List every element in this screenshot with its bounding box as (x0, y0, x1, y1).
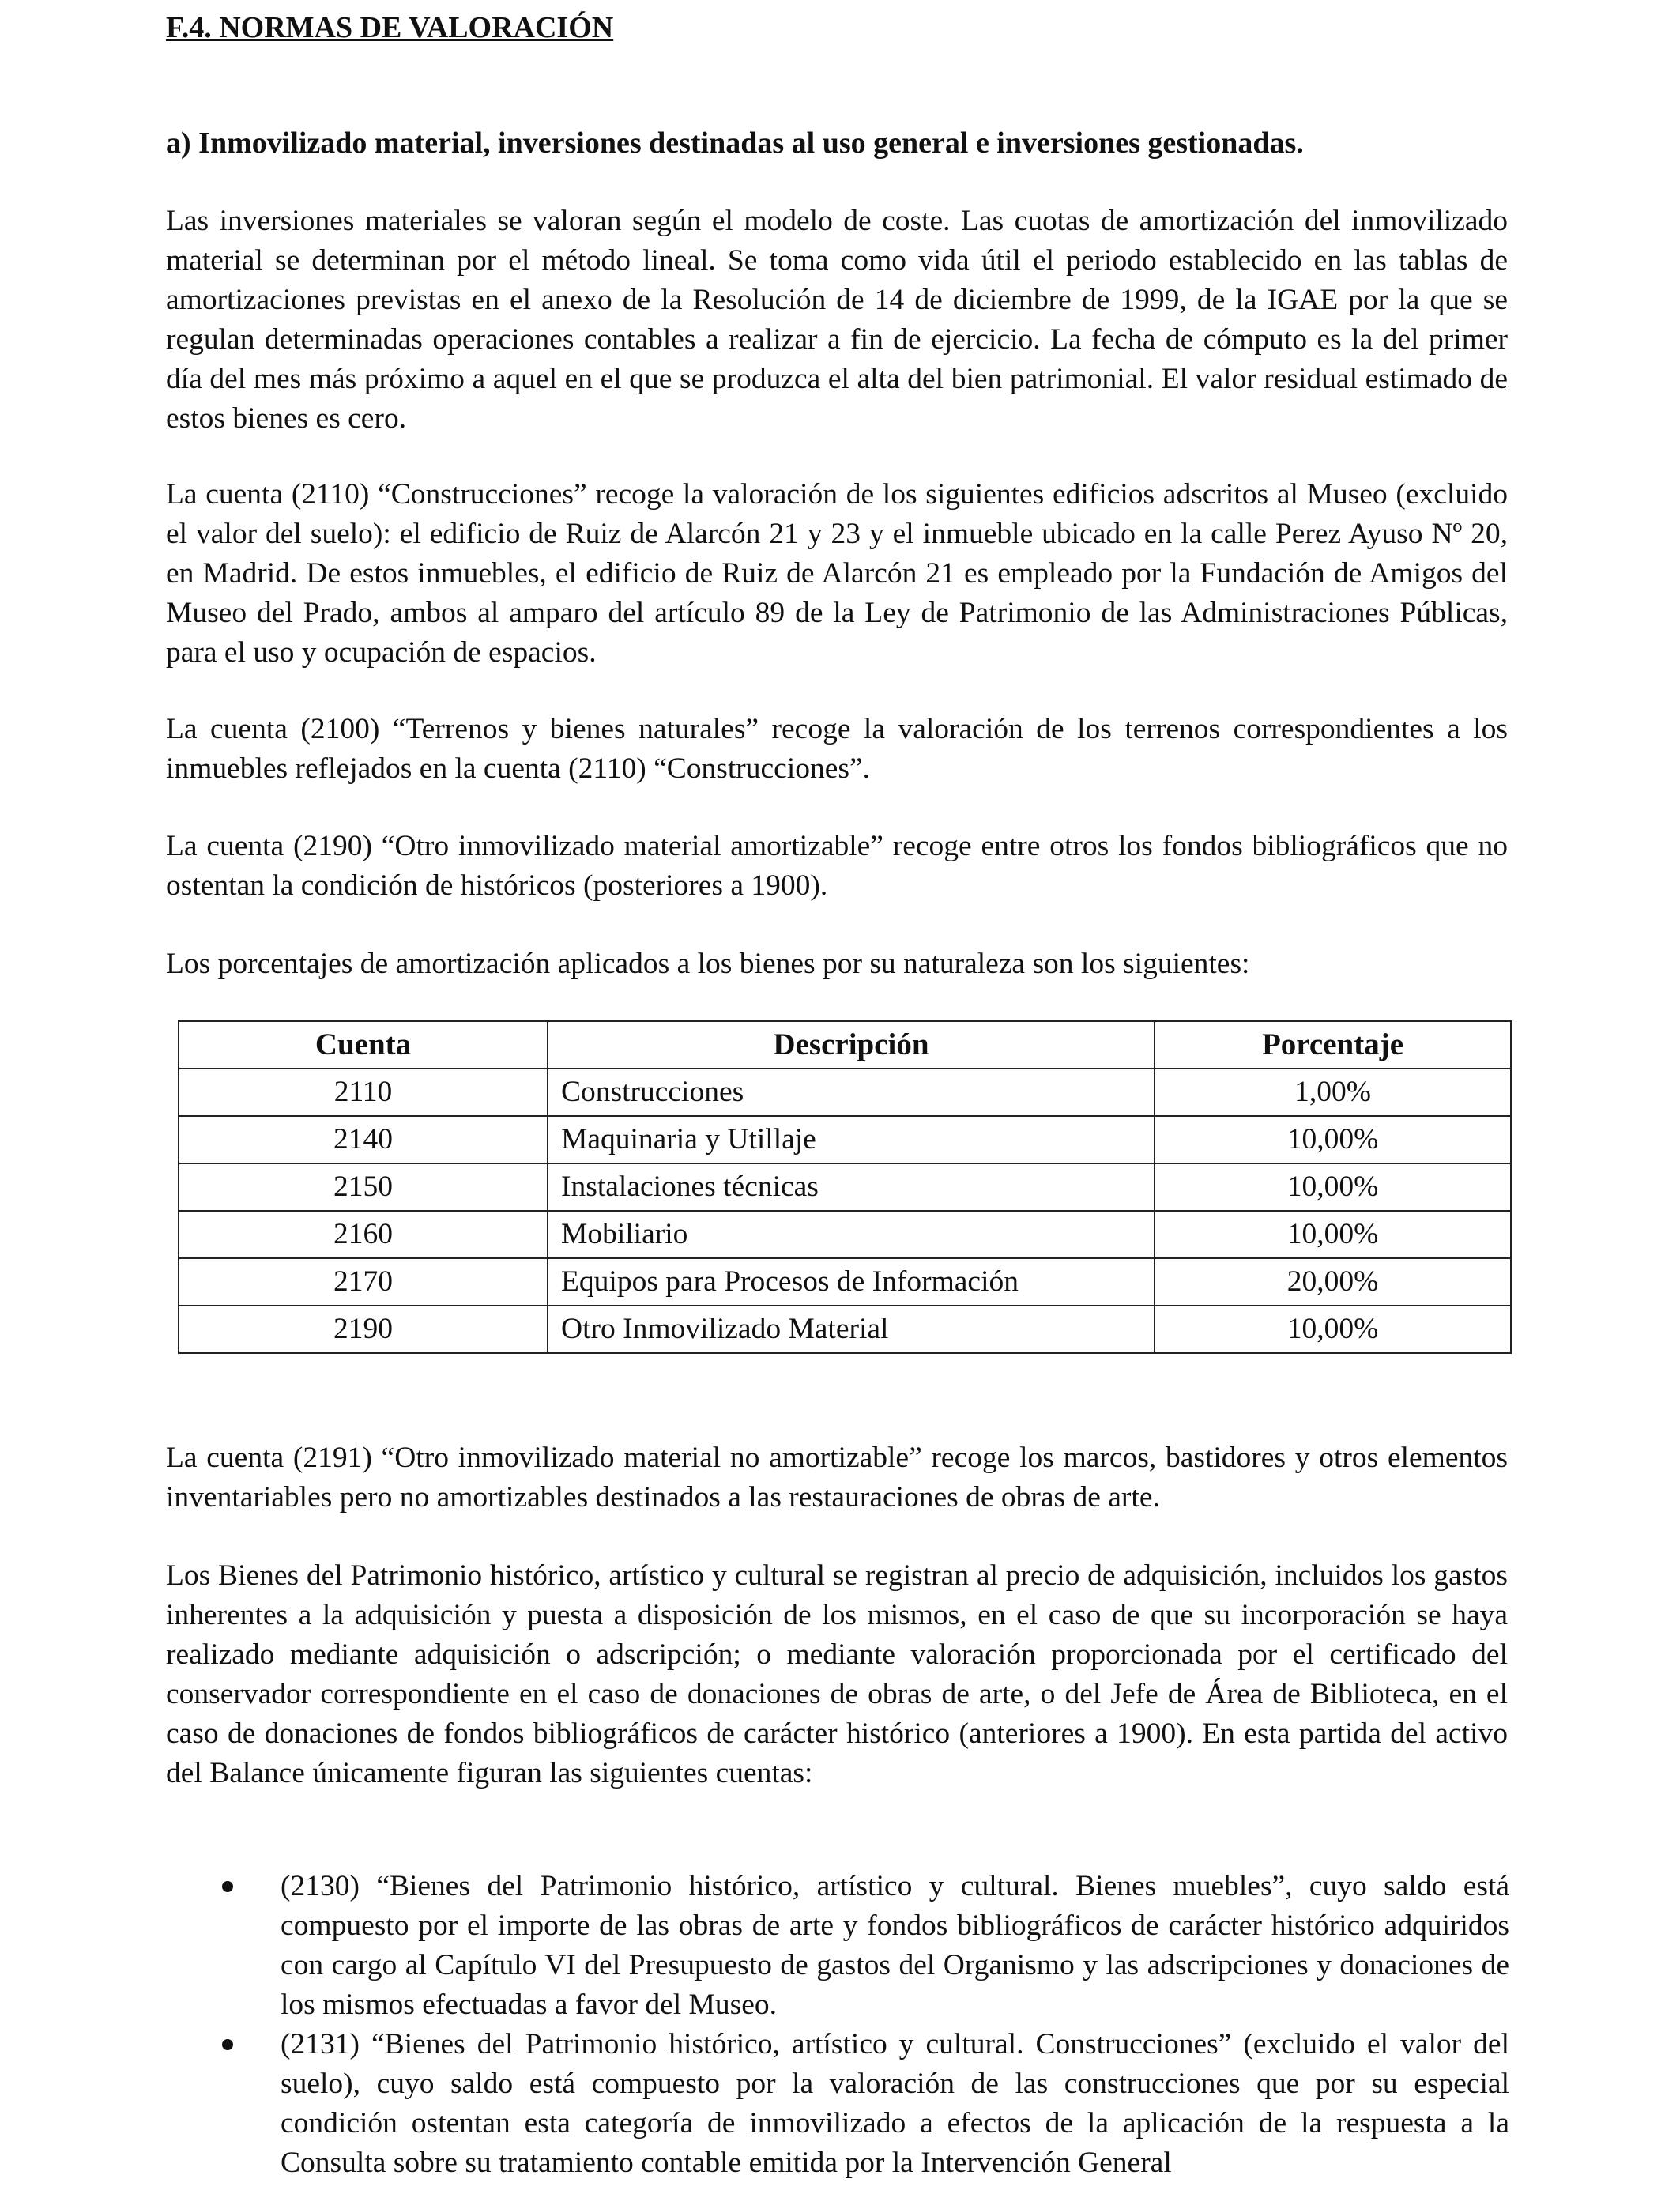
paragraph-table-intro: Los porcentajes de amortización aplicados a los bienes por su naturaleza son los siguientes: (166, 948, 1250, 980)
table-header-cell: Cuenta (179, 1021, 548, 1069)
table-row (179, 1211, 1511, 1258)
table-header-cell: Descripción (548, 1021, 1155, 1069)
account-cell: 2140 (179, 1116, 548, 1163)
account-bullet-list (166, 1867, 1509, 2183)
table-header-row (179, 1021, 1511, 1069)
percentage-cell: 1,00% (1155, 1069, 1511, 1116)
amortization-table (178, 1020, 1512, 1354)
table-header-cell: Porcentaje (1155, 1021, 1511, 1069)
paragraph-otro-inmovilizado: La cuenta (2190) “Otro inmovilizado material amortizable” recoge entre otros los fondos bibliográficos que no ostentan la condición de históricos (posteriores a 1900). (166, 830, 1508, 902)
percentage-cell: 10,00% (1155, 1211, 1511, 1258)
account-cell: 2190 (179, 1306, 548, 1353)
list-item (166, 1867, 1509, 2025)
list-item-text: (2130) “Bienes del Patrimonio histórico, artístico y cultural. Bienes muebles”, cuyo saldo está compuesto por el importe de las obras de arte y fondos bibliográficos de carácter histórico adquiridos con cargo al Capítulo VI del Presupuesto de gastos del Organismo y las adscripciones y donaciones de los mismos efectuadas a favor del Museo. (281, 1870, 1509, 2021)
paragraph-no-amortizable: La cuenta (2191) “Otro inmovilizado material no amortizable” recoge los marcos, bastidores y otros elementos inventariables pero no amortizables destinados a las restauraciones de obras de arte. (166, 1442, 1508, 1514)
paragraph-construcciones: La cuenta (2110) “Construcciones” recoge la valoración de los siguientes edificios adscritos al Museo (excluido el valor del suelo): el edificio de Ruiz de Alarcón 21 y 23 y el inmueble ubicado en la calle Perez Ayuso Nº 20, en Madrid. De estos inmuebles, el edificio de Ruiz de Alarcón 21 es empleado por la Fundación de Amigos del Museo del Prado, ambos al amparo del artículo 89 de la Ley de Patrimonio de las Administraciones Públicas, para el uso y ocupación de espacios. (166, 478, 1508, 669)
description-cell: Mobiliario (548, 1211, 1155, 1258)
subsection-heading: a) Inmovilizado material, inversiones destinadas al uso general e inversiones gestionadas. (166, 126, 1304, 160)
percentage-cell: 10,00% (1155, 1306, 1511, 1353)
table-row (179, 1069, 1511, 1116)
table-row (179, 1258, 1511, 1306)
paragraph-amortization-method: Las inversiones materiales se valoran según el modelo de coste. Las cuotas de amortización del inmovilizado material se determinan por el método lineal. Se toma como vida útil el periodo establecido en las tablas de amortizaciones previstas en el anexo de la Resolución de 14 de diciembre de 1999, de la IGAE por la que se regulan determinadas operaciones contables a realizar a fin de ejercicio. La fecha de cómputo es la del primer día del mes más próximo a aquel en el que se produzca el alta del bien patrimonial. El valor residual estimado de estos bienes es cero. (166, 205, 1508, 435)
list-item-text: (2131) “Bienes del Patrimonio histórico, artístico y cultural. Construcciones” (excluido el valor del suelo), cuyo saldo está compuesto por la valoración de las construcciones que por su especial condición ostentan esta categoría de inmovilizado a efectos de la aplicación de la respuesta a la Consulta sobre su tratamiento contable emitida por la Intervención General (281, 2028, 1509, 2179)
description-cell: Instalaciones técnicas (548, 1163, 1155, 1211)
percentage-cell: 10,00% (1155, 1163, 1511, 1211)
table-row (179, 1306, 1511, 1353)
account-cell: 2110 (179, 1069, 548, 1116)
description-cell: Construcciones (548, 1069, 1155, 1116)
account-cell: 2170 (179, 1258, 548, 1306)
section-title: F.4. NORMAS DE VALORACIÓN (166, 11, 614, 44)
description-cell: Otro Inmovilizado Material (548, 1306, 1155, 1353)
account-cell: 2150 (179, 1163, 548, 1211)
description-cell: Equipos para Procesos de Información (548, 1258, 1155, 1306)
paragraph-terrenos: La cuenta (2100) “Terrenos y bienes naturales” recoge la valoración de los terrenos correspondientes a los inmuebles reflejados en la cuenta (2110) “Construcciones”. (166, 713, 1508, 785)
table-row (179, 1116, 1511, 1163)
bullet-icon (222, 1881, 233, 1892)
description-cell: Maquinaria y Utillaje (548, 1116, 1155, 1163)
table-row (179, 1163, 1511, 1211)
percentage-cell: 20,00% (1155, 1258, 1511, 1306)
percentage-cell: 10,00% (1155, 1116, 1511, 1163)
bullet-icon (222, 2039, 233, 2050)
list-item (166, 2025, 1509, 2183)
account-cell: 2160 (179, 1211, 548, 1258)
paragraph-patrimonio-historico: Los Bienes del Patrimonio histórico, artístico y cultural se registran al precio de adquisición, incluidos los gastos inherentes a la adquisición y puesta a disposición de los mismos, en el caso de que su incorporación se haya realizado mediante adquisición o adscripción; o mediante valoración proporcionada por el certificado del conservador correspondiente en el caso de donaciones de obras de arte, o del Jefe de Área de Biblioteca, en el caso de donaciones de fondos bibliográficos de carácter histórico (anteriores a 1900). En esta partida del activo del Balance únicamente figuran las siguientes cuentas: (166, 1559, 1508, 1789)
